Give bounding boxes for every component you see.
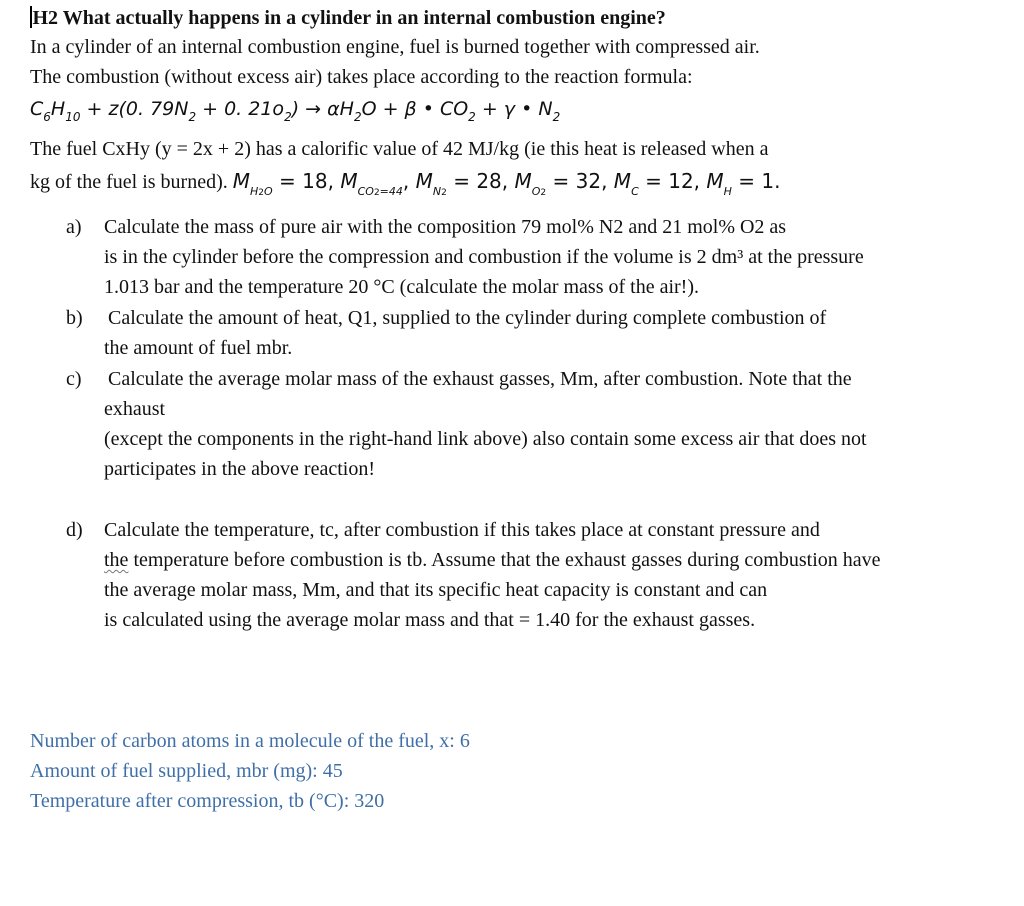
molar-c-value: = 12, <box>638 169 707 193</box>
question-d-line-1: Calculate the temperature, tc, after combustion if this takes place at constant pressure and <box>104 519 820 541</box>
intro-line-2: The combustion (without excess air) takes place according to the reaction formula: <box>30 66 693 88</box>
param-temperature: Temperature after compression, tb (°C): 320 <box>30 790 385 812</box>
question-a <box>66 214 786 240</box>
problem-title-text: H2 What actually happens in a cylinder in an internal combustion engine? <box>32 7 666 29</box>
sub-o: O <box>264 185 273 198</box>
sub-c: C <box>631 185 639 198</box>
equation-n2b-sub: 2 <box>552 110 561 124</box>
sub-2: 2 <box>258 188 265 198</box>
question-c-label: c) <box>66 368 82 390</box>
sub-co: CO <box>357 185 374 198</box>
equation-part-b: + 0. 21o <box>196 98 285 120</box>
question-a-line-2: is in the cylinder before the compression and combustion if the volume is 2 dm³ at the pressure <box>104 246 864 268</box>
molar-m-o2: M <box>514 169 532 193</box>
question-b-line-2: the amount of fuel mbr. <box>104 337 293 359</box>
equation-c: C <box>30 98 44 120</box>
sub-2d: 2 <box>540 188 547 198</box>
molar-n2-value: = 28, <box>446 169 515 193</box>
molar-co2-value: , <box>402 169 416 193</box>
intro-line-1: In a cylinder of an internal combustion engine, fuel is burned together with compressed air. <box>30 36 760 58</box>
molar-mass-line <box>30 168 781 198</box>
equation-co2-sub: 2 <box>468 110 476 124</box>
spellcheck-word: the <box>104 549 129 571</box>
question-d-label: d) <box>66 519 83 541</box>
sub-h: H <box>250 185 259 198</box>
question-a-line-3: 1.013 bar and the temperature 20 °C (calculate the molar mass of the air!). <box>104 276 699 298</box>
param-carbon-atoms: Number of carbon atoms in a molecule of the fuel, x: 6 <box>30 730 470 752</box>
question-b-label: b) <box>66 307 83 329</box>
question-d-line-2 <box>104 547 881 573</box>
question-c <box>66 366 852 392</box>
equation-h-sub: 10 <box>65 110 81 124</box>
question-d <box>66 517 820 543</box>
text-cursor <box>30 6 32 28</box>
question-d-line-2-rest: temperature before combustion is tb. Assume that the exhaust gasses during combustion have <box>128 549 881 571</box>
question-a-line-1: Calculate the mass of pure air with the composition 79 mol% N2 and 21 mol% O2 as <box>104 216 787 238</box>
question-c-line-1: Calculate the average molar mass of the exhaust gasses, Mm, after combustion. Note that the <box>108 368 852 390</box>
question-b-line-1: Calculate the amount of heat, Q1, supplied to the cylinder during complete combustion of <box>108 307 827 329</box>
equation-c-sub: 6 <box>43 110 51 124</box>
question-a-label: a) <box>66 216 82 238</box>
molar-h2o-value: = 18, <box>272 169 341 193</box>
fuel-line: The fuel CxHy (y = 2x + 2) has a calorific value of 42 MJ/kg (ie this heat is released when a <box>30 138 769 160</box>
param-fuel-amount: Amount of fuel supplied, mbr (mg): 45 <box>30 760 343 782</box>
molar-h-value: = 1. <box>731 169 781 193</box>
equation-part-c: ) → αH <box>291 98 354 120</box>
equation-h2o-sub: 2 <box>353 110 362 124</box>
question-c-line-4: participates in the above reaction! <box>104 458 375 480</box>
sub-h2: H <box>723 185 732 198</box>
problem-title <box>30 5 666 31</box>
molar-m-h: M <box>706 169 724 193</box>
molar-m-h2o: M <box>232 169 250 193</box>
molar-m-n2: M <box>415 169 433 193</box>
equation-h: H <box>50 98 66 120</box>
molar-m-co2: M <box>340 169 358 193</box>
sub-2c: 2 <box>441 188 447 198</box>
question-d-line-3: the average molar mass, Mm, and that its specific heat capacity is constant and can <box>104 579 768 601</box>
sub-n: N <box>432 185 442 198</box>
molar-o2-value: = 32, <box>546 169 614 193</box>
question-c-line-2: exhaust <box>104 398 166 420</box>
equation-part-e: + γ • N <box>475 98 553 120</box>
molar-m-c: M <box>613 169 632 193</box>
question-c-line-3: (except the components in the right-hand link above) also contain some excess air that does not <box>104 428 867 450</box>
reaction-equation <box>30 96 560 122</box>
question-d-line-4: is calculated using the average molar mass and that = 1.40 for the exhaust gasses. <box>104 609 756 631</box>
equation-part-a: + z(0. 79N <box>80 98 189 120</box>
equation-part-d: O + β • CO <box>361 98 469 120</box>
equation-o2-sub: 2 <box>284 110 292 124</box>
sub-44: =44 <box>379 185 403 198</box>
molar-prefix: kg of the fuel is burned). <box>30 171 233 193</box>
equation-n2-sub: 2 <box>188 110 197 124</box>
sub-2b: 2 <box>373 188 380 198</box>
sub-o2: O <box>531 185 541 198</box>
question-b <box>66 305 826 331</box>
